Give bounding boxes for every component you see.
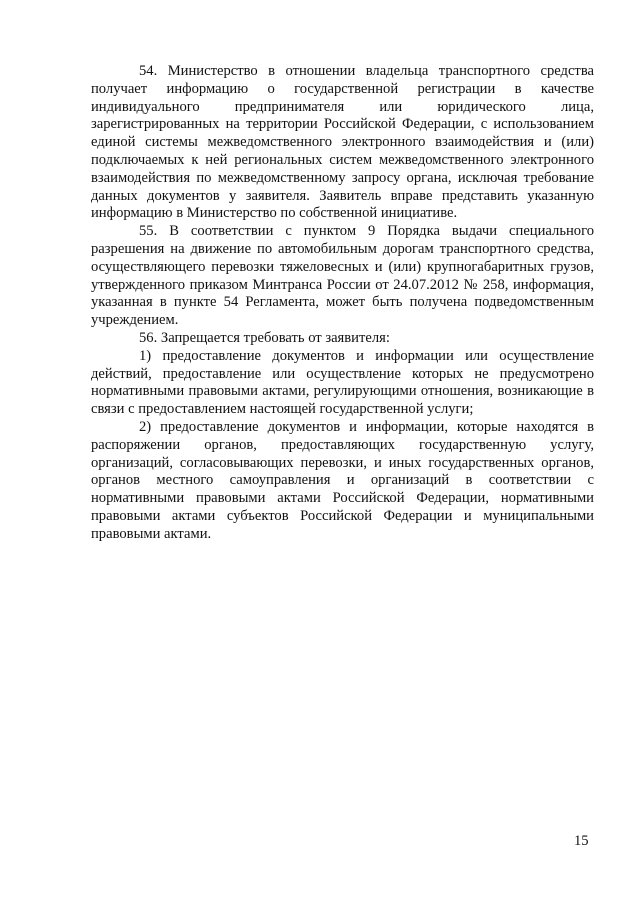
document-body	[91, 63, 594, 544]
paragraph-54: 54. Министерство в отношении владельца транспортного средства получает информацию о государственной регистрации в качестве индивидуального предпринимателя или юридического лица, зарегистрированных на территории Российской Федерации, с использованием единой системы межведомственного электронного взаимодействия и (или) подключаемых к ней региональных систем межведомственного электронного взаимодействия по межведомственному запросу органа, исключая требование данных документов у заявителя. Заявитель вправе представить указанную информацию в Министерство по собственной инициативе.	[91, 63, 594, 222]
page-number: 15	[574, 833, 589, 849]
paragraph-55: 55. В соответствии с пунктом 9 Порядка выдачи специального разрешения на движение по автомобильным дорогам транспортного средства, осуществляющего перевозки тяжеловесных и (или) крупногабаритных грузов, утвержденного приказом Минтранса России от 24.07.2012 № 258, информация, указанная в пункте 54 Регламента, может быть получена подведомственным учреждением.	[91, 223, 594, 329]
list-item-1: 1) предоставление документов и информации или осуществление действий, предоставление или осуществление которых не предусмотрено нормативными правовыми актами, регулирующими отношения, возникающие в связи с предоставлением настоящей государственной услуги;	[91, 347, 594, 418]
list-item-2: 2) предоставление документов и информации, которые находятся в распоряжении органов, предоставляющих государственную услугу, организаций, согласовывающих перевозки, и иных государственных органов, органов местного самоуправления и организаций в соответствии с нормативными правовыми актами Российской Федерации, нормативными правовыми актами субъектов Российской Федерации и муниципальными правовыми актами.	[91, 418, 594, 542]
paragraph-56: 56. Запрещается требовать от заявителя:	[139, 329, 390, 346]
